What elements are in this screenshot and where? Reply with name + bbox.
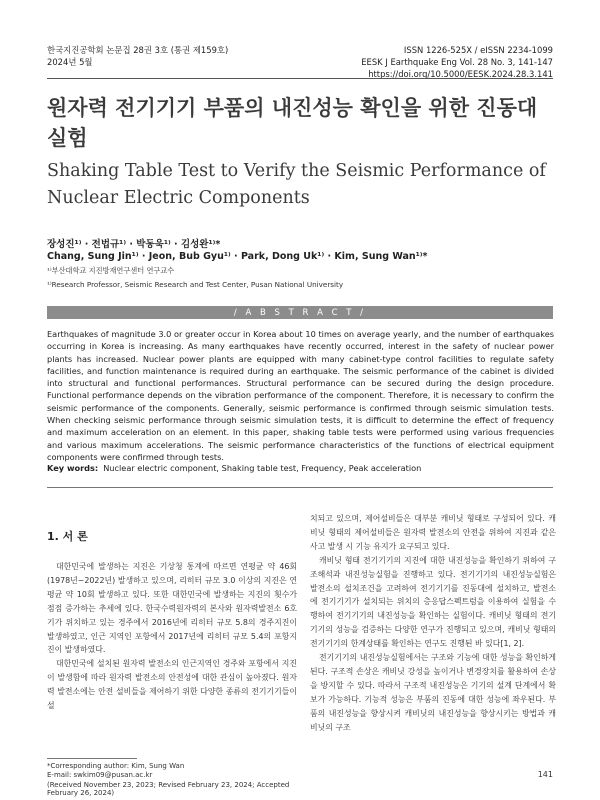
footnote-divider [47,758,137,759]
title-korean: 원자력 전기기기 부품의 내진성능 확인을 위한 진동대 실험 [47,96,538,150]
authors-korean: 장성진¹⁾ · 전법규¹⁾ · 박동욱¹⁾ · 김성완¹⁾* [47,239,221,250]
journal-date: 2024년 5월 [47,57,93,67]
abstract-label: / A B S T R A C T / [233,307,367,318]
body-paragraph: 캐비닛 형태 전기기기의 지진에 대한 내진성능을 확인하기 위하여 구조해석과 내진성능실험을 진행하고 있다. 전기기기의 내진성능실험은 발전소의 설치조건을 고려하여 전기기기를 진동대에 설치하고, 발전소에 전기기기가 설치되는 위치의 층응답스펙트럼을 이용하여 실험을 수행하여 전기기기의 내진성능을 확인하는 실험이다. 캐비닛 형태의 전기기기의 성능을 검증하는 다양한 연구가 진행되고 있으며, 캐비닛 형태의 전기기기의 한계상태를 확인하는 연구도 진행된 바 있다[1, 2]. [310,555,556,649]
issn: ISSN 1226-525X / eISSN 2234-1099 [403,45,553,55]
affiliation-english: ¹⁾Research Professor, Seismic Research and Test Center, Pusan National University [47,280,344,289]
affiliation-korean: ¹⁾부산대학교 지진방재연구센터 연구교수 [47,266,175,275]
keywords-label: Key words: [47,463,99,473]
author-email[interactable]: E-mail: swkim09@pusan.ac.kr [47,771,153,779]
journal-citation: EESK J Earthquake Eng Vol. 28 No. 3, 141-147 [361,57,553,67]
body-paragraph: 대한민국에 설치된 원자력 발전소의 인근지역인 경주와 포항에서 지진이 발생함에 따라 원자력 발전소의 안전성에 대한 관심이 높아졌다. 원자력 발전소에는 안전 설비들을 제어하기 위한 다양한 종류의 전기기기들이 설 [47,659,297,711]
body-column-right [310,512,556,735]
abstract-divider [47,487,553,488]
body-paragraph: 치되고 있으며, 제어설비들은 대부분 캐비닛 형태로 구성되어 있다. 캐비닛 형태의 제어설비들은 원자력 발전소의 안전을 위하여 지진과 같은 사고 발생 시 기능 유지가 요구되고 있다. [310,514,556,551]
header-divider [47,78,553,79]
body-paragraph: 대한민국에 발생하는 지진은 기상청 통계에 따르면 연평균 약 46회(1978년~2022년) 발생하고 있으며, 리히터 규모 3.0 이상의 지진은 연평균 약 10회 발생하고 있다. 또한 대한민국에 발생하는 지진의 횟수가 점점 증가하는 추세에 있다. 한국수력원자력의 본사와 원자력발전소 6호기가 위치하고 있는 경주에서 2016년에 리히터 규모 5.8의 경주지진이 발생하였고, 인근 지역인 포항에서 2017년에 리히터 규모 5.4의 포항지진이 발생하였다. [47,562,297,655]
journal-header-left [47,44,228,68]
body-column-left [47,560,297,713]
manuscript-dates: (Received November 23, 2023; Revised February 23, 2024; Accepted February 26, 2024) [47,781,290,797]
journal-volume: 한국지진공학회 논문집 28권 3호 (통권 제159호) [47,45,229,55]
corresponding-author: *Corresponding author: Kim, Sung Wan [47,762,185,770]
keywords-list: Nuclear electric component, Shaking table test, Frequency, Peak acceleration [103,463,422,473]
journal-header-right [361,44,553,80]
authors-english: Chang, Sung Jin¹⁾ · Jeon, Bub Gyu¹⁾ · Park, Dong Uk¹⁾ · Kim, Sung Wan¹⁾* [47,251,428,262]
section-title-introduction: 1. 서 론 [47,530,88,543]
title-english: Shaking Table Test to Verify the Seismic Performance of Nuclear Electric Components [47,161,546,208]
body-paragraph: 전기기기의 내진성능실험에서는 구조와 기능에 대한 성능을 확인하게 된다. 구조적 손상은 캐비닛 강성을 높이거나 변경장치를 활용하여 손상을 방지할 수 있다. 따라서 구조적 내진성능은 기기의 설계 단계에서 확보가 가능하다. 기능적 성능은 부품의 진동에 대한 성능에 좌우된다. 부품의 내진성능을 향상시켜 캐비닛의 내진성능을 향상시키는 방법과 캐비닛의 구조 [310,653,556,732]
abstract-banner [47,306,553,319]
keywords [47,463,554,473]
page-number: 141 [537,770,553,779]
doi-link[interactable]: https://doi.org/10.5000/EESK.2024.28.3.141 [368,69,553,79]
abstract-text: Earthquakes of magnitude 3.0 or greater occur in Korea about 10 times on average yearly, and the number of earthquakes occurring in Korea is increasing. As many earthquakes have recently occurred, interest in the safety of nuclear power plants has increased. Nuclear power plants are equipped with many cabinet-type control facilities to regulate safety facilities, and function maintenance is required during an earthquake. The seismic performance of the cabinet is divided into structural and functional performances. Structural performance can be secured during the design procedure. Functional performance depends on the vibration performance of the component. Therefore, it is necessary to confirm the seismic performance of the components. Generally, seismic performance is confirmed through seismic simulation tests. When checking seismic performance through seismic simulation tests, it is difficult to determine the effect of frequency and maximum acceleration on an element. In this paper, shaking table tests were performed using various frequencies and various maximum accelerations. The seismic performance characteristics of the functions of electrical equipment components were confirmed through tests. [47,329,554,462]
